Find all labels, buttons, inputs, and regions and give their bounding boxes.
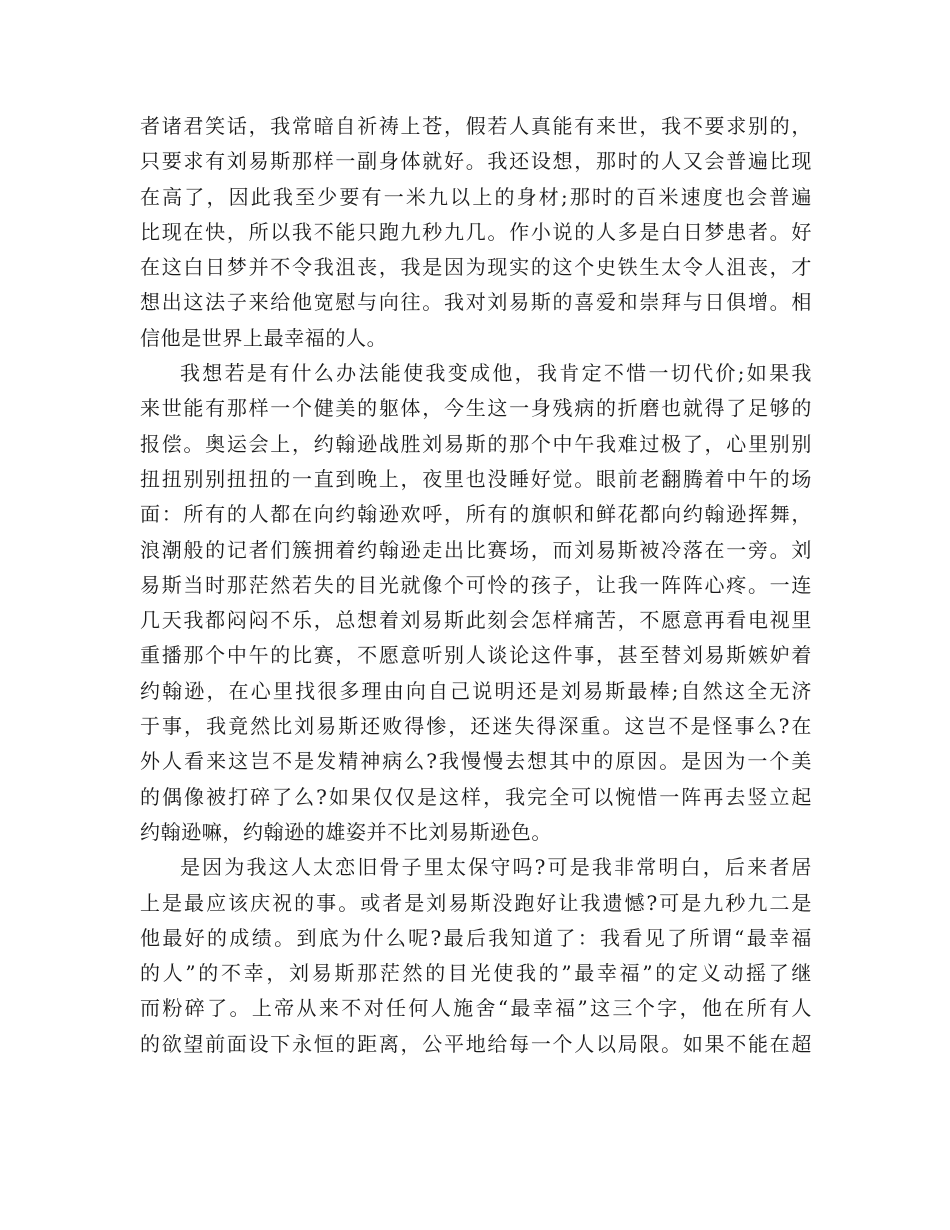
text-line: 而粉碎了。上帝从来不对任何人施舍“最幸福”这三个字，他在所有人 — [140, 996, 812, 1021]
text-line: 比现在快，所以我不能只跑九秒九几。作小说的人多是白日梦患者。好 — [140, 219, 812, 244]
text-line: 的偶像被打碎了么?如果仅仅是这样，我完全可以惋惜一阵再去竖立起 — [140, 784, 812, 809]
text-line: 浪潮般的记者们簇拥着约翰逊走出比赛场，而刘易斯被冷落在一旁。刘 — [140, 537, 812, 562]
text-line: 者诸君笑话，我常暗自祈祷上苍，假若人真能有来世，我不要求别的， — [140, 114, 812, 138]
text-line: 易斯当时那茫然若失的目光就像个可怜的孩子，让我一阵阵心疼。一连 — [140, 572, 812, 597]
text-line: 外人看来这岂不是发精神病么?我慢慢去想其中的原因。是因为一个美 — [140, 749, 812, 774]
text-line: 在高了，因此我至少要有一米九以上的身材;那时的百米速度也会普遍 — [140, 184, 812, 209]
text-line: 信他是世界上最幸福的人。 — [140, 325, 388, 350]
text-line: 只要求有刘易斯那样一副身体就好。我还设想，那时的人又会普遍比现 — [140, 149, 812, 174]
text-line: 几天我都闷闷不乐，总想着刘易斯此刻会怎样痛苦，不愿意再看电视里 — [140, 608, 812, 633]
text-line: 的人”的不幸，刘易斯那茫然的目光使我的”最幸福”的定义动摇了继 — [140, 961, 812, 986]
text-line: 来世能有那样一个健美的躯体，今生这一身残病的折磨也就得了足够的 — [140, 396, 812, 421]
text-line: 上是最应该庆祝的事。或者是刘易斯没跑好让我遗憾?可是九秒九二是 — [140, 890, 812, 915]
text-line: 于事，我竟然比刘易斯还败得惨，还迷失得深重。这岂不是怪事么?在 — [140, 714, 812, 739]
text-line: 约翰逊，在心里找很多理由向自己说明还是刘易斯最棒;自然这全无济 — [140, 678, 812, 703]
text-line: 重播那个中午的比赛，不愿意听别人谈论这件事，甚至替刘易斯嫉妒着 — [140, 643, 812, 668]
text-line: 扭扭别别扭扭的一直到晚上，夜里也没睡好觉。眼前老翻腾着中午的场 — [140, 466, 812, 491]
text-line: 的欲望前面设下永恒的距离，公平地给每一个人以局限。如果不能在超 — [140, 1031, 812, 1056]
text-line: 面：所有的人都在向约翰逊欢呼，所有的旗帜和鲜花都向约翰逊挥舞， — [140, 502, 812, 527]
text-line: 想出这法子来给他宽慰与向往。我对刘易斯的喜爱和崇拜与日俱增。相 — [140, 290, 812, 315]
text-line: 他最好的成绩。到底为什么呢?最后我知道了：我看见了所谓“最幸福 — [140, 925, 812, 950]
text-line: 在这白日梦并不令我沮丧，我是因为现实的这个史铁生太令人沮丧，才 — [140, 255, 812, 280]
text-line: 约翰逊嘛，约翰逊的雄姿并不比刘易斯逊色。 — [140, 819, 552, 844]
paragraph-first-line: 是因为我这人太恋旧骨子里太保守吗?可是我非常明白，后来者居 — [180, 855, 812, 880]
text-line: 报偿。奥运会上，约翰逊战胜刘易斯的那个中午我难过极了，心里别别 — [140, 431, 812, 456]
body-text — [140, 109, 812, 1062]
paragraph-first-line: 我想若是有什么办法能使我变成他，我肯定不惜一切代价;如果我 — [180, 361, 812, 386]
